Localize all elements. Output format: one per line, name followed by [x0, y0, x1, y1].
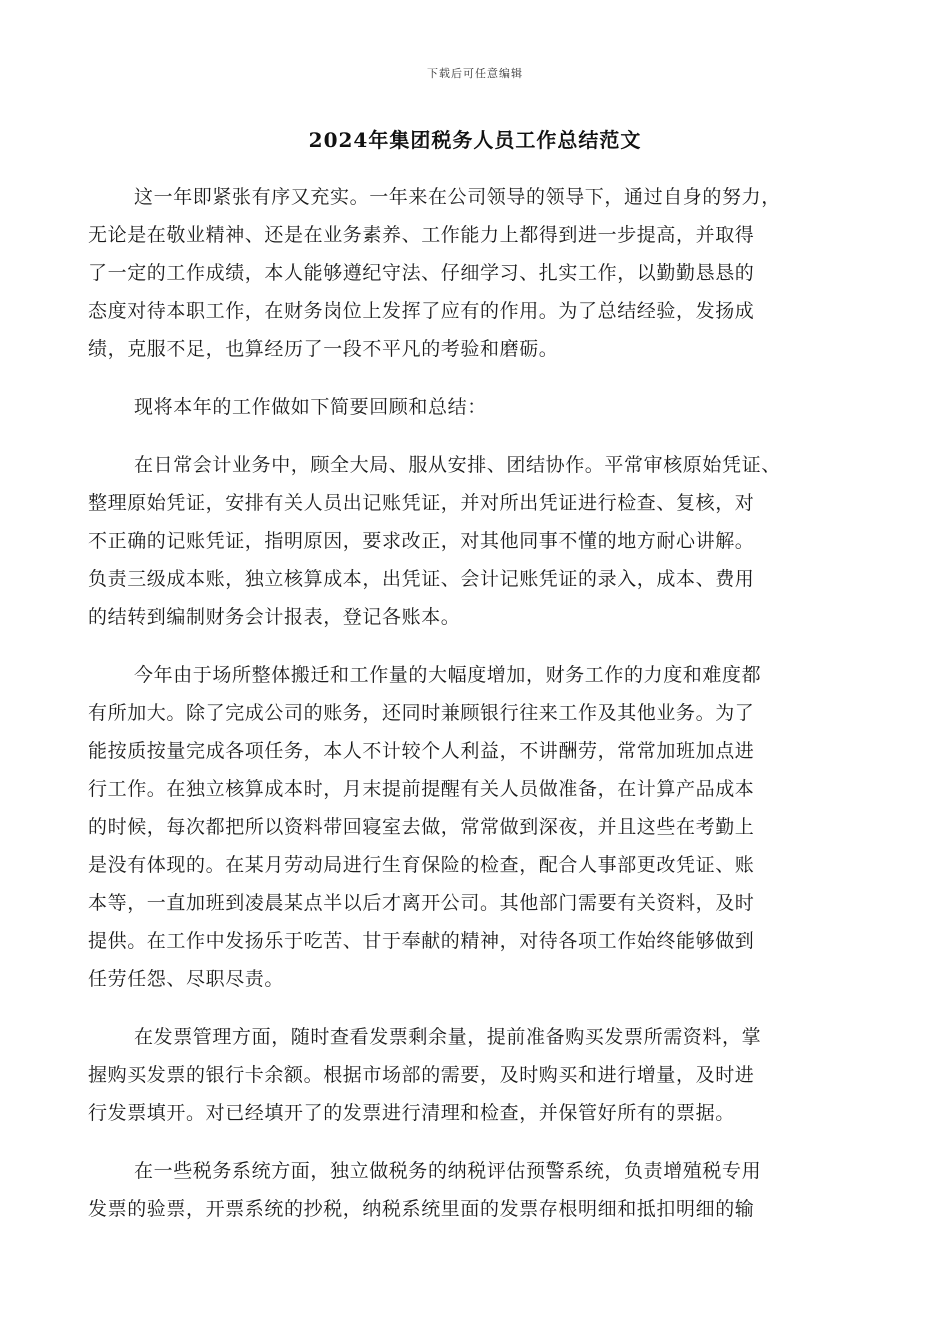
paragraph-spacer	[88, 426, 852, 446]
text-line: 无论是在敬业精神、还是在业务素养、工作能力上都得到进一步提高，并取得	[88, 224, 755, 246]
text-line: 态度对待本职工作，在财务岗位上发挥了应有的作用。为了总结经验，发扬成	[88, 300, 755, 322]
text-line: 绩，克服不足，也算经历了一段不平凡的考验和磨砺。	[88, 338, 559, 360]
paragraph	[88, 1018, 852, 1132]
text-line: 是没有体现的。在某月劳动局进行生育保险的检查，配合人事部更改凭证、账	[88, 854, 755, 876]
text-line: 提供。在工作中发扬乐于吃苦、甘于奉献的精神，对待各项工作始终能够做到	[88, 930, 755, 952]
text-line: 发票的验票，开票系统的抄税，纳税系统里面的发票存根明细和抵扣明细的输	[88, 1198, 755, 1220]
paragraph-spacer	[88, 636, 852, 656]
text-line: 的结转到编制财务会计报表，登记各账本。	[88, 606, 461, 628]
paragraph-spacer	[88, 368, 852, 388]
text-line: 任劳任怨、尽职尽责。	[88, 968, 285, 990]
text-line: 行发票填开。对已经填开了的发票进行清理和检查，并保管好所有的票据。	[88, 1102, 735, 1124]
text-line: 负责三级成本账，独立核算成本，出凭证、会计记账凭证的录入，成本、费用	[88, 568, 755, 590]
text-line: 不正确的记账凭证，指明原因，要求改正，对其他同事不懂的地方耐心讲解。	[88, 530, 755, 552]
text-line: 整理原始凭证，安排有关人员出记账凭证，并对所出凭证进行检查、复核，对	[88, 492, 755, 514]
text-line: 在日常会计业务中，顾全大局、服从安排、团结协作。平常审核原始凭证、	[134, 454, 781, 476]
text-line: 现将本年的工作做如下简要回顾和总结：	[134, 396, 487, 418]
text-line: 本等，一直加班到凌晨某点半以后才离开公司。其他部门需要有关资料，及时	[88, 892, 755, 914]
text-line: 了一定的工作成绩，本人能够遵纪守法、仔细学习、扎实工作，以勤勤恳恳的	[88, 262, 755, 284]
text-line: 握购买发票的银行卡余额。根据市场部的需要，及时购买和进行增量，及时进	[88, 1064, 755, 1086]
text-line: 有所加大。除了完成公司的账务，还同时兼顾银行往来工作及其他业务。为了	[88, 702, 755, 724]
text-line: 能按质按量完成各项任务，本人不计较个人利益，不讲酬劳，常常加班加点进	[88, 740, 755, 762]
header-note: 下载后可任意编辑	[427, 67, 523, 80]
paragraph	[88, 1152, 852, 1228]
paragraph	[88, 446, 852, 636]
text-line: 行工作。在独立核算成本时，月末提前提醒有关人员做准备，在计算产品成本	[88, 778, 755, 800]
paragraph	[88, 388, 852, 426]
paragraph	[88, 656, 852, 998]
paragraph-spacer	[88, 1132, 852, 1152]
document-body	[88, 178, 852, 1228]
text-line: 这一年即紧张有序又充实。一年来在公司领导的领导下，通过自身的努力，	[134, 186, 781, 208]
paragraph-spacer	[88, 998, 852, 1018]
text-line: 今年由于场所整体搬迁和工作量的大幅度增加，财务工作的力度和难度都	[134, 664, 762, 686]
text-line: 的时候，每次都把所以资料带回寝室去做，常常做到深夜，并且这些在考勤上	[88, 816, 755, 838]
paragraph	[88, 178, 852, 368]
text-line: 在发票管理方面，随时查看发票剩余量，提前准备购买发票所需资料，掌	[134, 1026, 762, 1048]
document-title: 2024年集团税务人员工作总结范文	[308, 128, 642, 152]
text-line: 在一些税务系统方面，独立做税务的纳税评估预警系统，负责增殖税专用	[134, 1160, 762, 1182]
